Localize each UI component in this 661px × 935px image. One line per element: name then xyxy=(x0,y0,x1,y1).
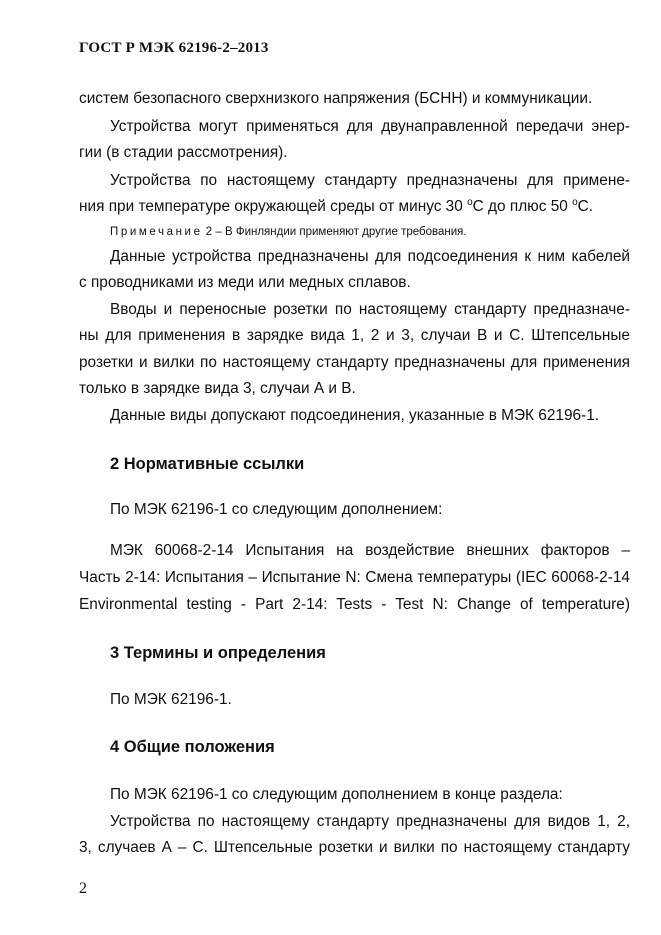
body-line: розетки и вилки по настоящему стандарту предназначены для применения xyxy=(79,354,630,371)
note xyxy=(110,224,467,240)
note-text: 2 – В Финляндии применяют другие требования. xyxy=(202,226,467,238)
body-line: ны для применения в зарядке вида 1, 2 и 3, случаи В и С. Штепсельные xyxy=(79,327,630,344)
body-line: Устройства могут применяться для двунаправленной передачи энер- xyxy=(110,118,630,135)
body-line: Данные устройства предназначены для подсоединения к ним кабелей xyxy=(110,248,630,265)
reference-line: Часть 2-14: Испытания – Испытание N: Смена температуры (IEC 60068-2-14 xyxy=(79,569,630,586)
note-label: Примечание xyxy=(110,226,203,238)
page-header-standard-id: ГОСТ Р МЭК 62196-2–2013 xyxy=(79,40,269,56)
reference-line: МЭК 60068-2-14 Испытания на воздействие внешних факторов – xyxy=(110,542,630,559)
body-line: Вводы и переносные розетки по настоящему стандарту предназначе- xyxy=(110,301,630,318)
temp-text-b: С до плюс 50 xyxy=(472,198,573,215)
body-line: только в зарядке вида 3, случаи А и В. xyxy=(79,380,356,397)
section-heading-2: 2 Нормативные ссылки xyxy=(110,455,305,473)
body-line: Устройства по настоящему стандарту предназначены для примене- xyxy=(110,172,630,189)
body-line: Данные виды допускают подсоединения, указанные в МЭК 62196-1. xyxy=(110,407,600,424)
temp-text-a: ния при температуре окружающей среды от минус 30 xyxy=(79,198,468,215)
body-line: гии (в стадии рассмотрения). xyxy=(79,144,288,161)
body-line: систем безопасного сверхнизкого напряжения (БСНН) и коммуникации. xyxy=(79,90,593,107)
degree-sup: о xyxy=(572,197,578,208)
section-heading-4: 4 Общие положения xyxy=(110,738,275,756)
body-line: 3, случаев А – С. Штепсельные розетки и вилки по настоящему стандарту xyxy=(79,839,630,856)
body-line: Устройства по настоящему стандарту предназначены для видов 1, 2, xyxy=(110,813,630,830)
reference-line: Environmental testing - Part 2-14: Tests - Test N: Change of temperature) xyxy=(79,596,630,613)
body-line: По МЭК 62196-1 со следующим дополнением в конце раздела: xyxy=(110,786,563,803)
temp-text-c: С. xyxy=(577,198,594,215)
body-line: По МЭК 62196-1 со следующим дополнением: xyxy=(110,501,443,518)
page-number: 2 xyxy=(79,880,87,897)
degree-sup: о xyxy=(467,197,473,208)
body-line-temperature xyxy=(79,197,630,219)
body-line: По МЭК 62196-1. xyxy=(110,691,232,708)
body-line: с проводниками из меди или медных сплавов. xyxy=(79,274,411,291)
section-heading-3: 3 Термины и определения xyxy=(110,644,326,662)
